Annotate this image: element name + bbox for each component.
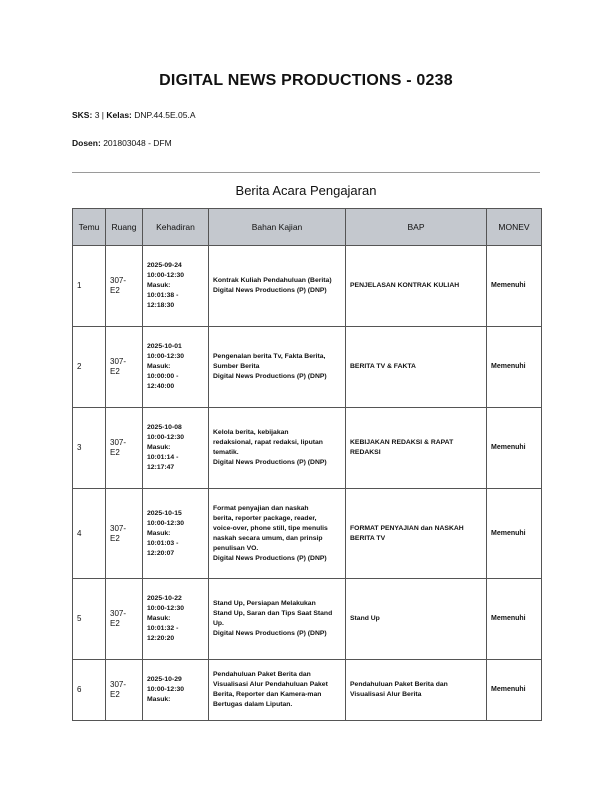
cell-temu: 4	[73, 489, 106, 579]
cell-temu: 1	[73, 246, 106, 327]
cell-bahan-kajian-line: Bertugas dalam Liputan.	[213, 701, 293, 708]
cell-ruang	[106, 579, 143, 660]
cell-kehadiran-line: 2025-10-15	[147, 509, 182, 517]
cell-bap	[346, 579, 487, 660]
cell-bap	[346, 327, 487, 408]
cell-bahan-kajian-line: Kontrak Kuliah Pendahuluan (Berita)	[213, 277, 332, 284]
cell-kehadiran-line: 10:00-12:30	[147, 519, 185, 527]
cell-monev: Memenuhi	[487, 489, 542, 579]
cell-monev: Memenuhi	[487, 660, 542, 721]
cell-kehadiran-line: Masuk:	[147, 615, 171, 622]
course-meta	[72, 110, 196, 120]
cell-bahan-kajian-line: penulisan VO.	[213, 544, 259, 552]
sks-value: 3 |	[94, 110, 107, 120]
cell-kehadiran-line: 2025-09-24	[147, 262, 182, 269]
divider	[72, 172, 540, 173]
col-header-kehadiran: Kehadiran	[143, 209, 209, 246]
cell-kehadiran-line: 10:00-12:30	[147, 605, 185, 612]
cell-bahan-kajian-line: redaksional, rapat redaksi, liputan	[213, 439, 323, 446]
table-row	[73, 408, 542, 489]
table-row	[73, 579, 542, 660]
cell-kehadiran-line: 2025-10-22	[147, 595, 182, 602]
cell-bap-line: Stand Up	[350, 615, 380, 622]
cell-bap	[346, 660, 487, 721]
cell-bahan-kajian	[209, 327, 346, 408]
cell-bahan-kajian-line: Pengenalan berita Tv, Fakta Berita,	[213, 353, 326, 360]
col-header-bahan-kajian: Bahan Kajian	[209, 209, 346, 246]
cell-kehadiran-line: 2025-10-08	[147, 424, 182, 431]
col-header-bap: BAP	[346, 209, 487, 246]
cell-kehadiran-line: 10:00-12:30	[147, 434, 185, 441]
cell-ruang-line: E2	[110, 533, 120, 543]
section-title: Berita Acara Pengajaran	[235, 183, 377, 198]
cell-kehadiran-line: Masuk:	[147, 529, 171, 537]
kelas-value: DNP.44.5E.05.A	[134, 110, 196, 120]
cell-kehadiran-line: 12:40:00	[147, 383, 175, 390]
cell-bahan-kajian	[209, 660, 346, 721]
cell-bap	[346, 246, 487, 327]
cell-bahan-kajian-line: Visualisasi Alur Pendahuluan Paket	[213, 681, 328, 688]
cell-ruang	[106, 408, 143, 489]
cell-bahan-kajian-line: berita, reporter package, reader,	[213, 514, 317, 522]
cell-kehadiran-line: 12:20:07	[147, 549, 175, 557]
cell-bahan-kajian-line: Format penyajian dan naskah	[213, 504, 309, 512]
cell-bahan-kajian-line: Sumber Berita	[213, 363, 260, 370]
cell-kehadiran-line: 2025-10-01	[147, 343, 182, 350]
table-row	[73, 660, 542, 721]
cell-kehadiran-line: Masuk:	[147, 696, 171, 703]
cell-bahan-kajian	[209, 579, 346, 660]
cell-kehadiran-line: 10:01:38 -	[147, 292, 179, 299]
cell-temu: 5	[73, 579, 106, 660]
cell-ruang	[106, 246, 143, 327]
dosen-value: 201803048 - DFM	[103, 138, 172, 148]
cell-bahan-kajian-line: Digital News Productions (P) (DNP)	[213, 373, 327, 380]
table-header-row	[73, 209, 542, 246]
cell-monev: Memenuhi	[487, 579, 542, 660]
cell-kehadiran	[143, 660, 209, 721]
cell-kehadiran	[143, 489, 209, 579]
cell-kehadiran-line: 10:01:32 -	[147, 625, 179, 632]
lecturer-info	[72, 138, 172, 148]
cell-bahan-kajian-line: Digital News Productions (P) (DNP)	[213, 459, 327, 466]
cell-bap	[346, 489, 487, 579]
cell-ruang-line: E2	[110, 690, 120, 699]
cell-kehadiran-line: 10:00-12:30	[147, 272, 185, 279]
cell-bap-line: Pendahuluan Paket Berita dan	[350, 681, 448, 688]
cell-bap-line: PENJELASAN KONTRAK KULIAH	[350, 282, 460, 289]
cell-bahan-kajian-line: Pendahuluan Paket Berita dan	[213, 671, 311, 678]
kelas-label: Kelas:	[106, 110, 132, 120]
cell-kehadiran-line: 10:00:00 -	[147, 373, 179, 380]
cell-ruang	[106, 489, 143, 579]
cell-kehadiran-line: Masuk:	[147, 444, 171, 451]
cell-bahan-kajian-line: Digital News Productions (P) (DNP)	[213, 287, 327, 294]
cell-monev: Memenuhi	[487, 408, 542, 489]
cell-kehadiran-line: 12:20:20	[147, 635, 175, 642]
cell-ruang-line: E2	[110, 619, 120, 628]
table-row	[73, 327, 542, 408]
cell-bahan-kajian	[209, 246, 346, 327]
cell-temu: 2	[73, 327, 106, 408]
cell-kehadiran-line: 12:18:30	[147, 302, 175, 309]
cell-temu: 6	[73, 660, 106, 721]
cell-monev: Memenuhi	[487, 246, 542, 327]
cell-ruang-line: E2	[110, 448, 120, 457]
col-header-temu: Temu	[73, 209, 106, 246]
cell-kehadiran	[143, 408, 209, 489]
cell-bap-line: BERITA TV & FAKTA	[350, 363, 416, 370]
sks-label: SKS:	[72, 110, 93, 120]
cell-ruang-line: 307-	[110, 438, 127, 447]
cell-bahan-kajian-line: Digital News Productions (P) (DNP)	[213, 554, 327, 562]
cell-kehadiran-line: 10:00-12:30	[147, 686, 185, 693]
cell-bahan-kajian	[209, 489, 346, 579]
cell-kehadiran-line: Masuk:	[147, 363, 171, 370]
col-header-ruang: Ruang	[106, 209, 143, 246]
cell-kehadiran	[143, 327, 209, 408]
table-row	[73, 489, 542, 579]
cell-kehadiran-line: 10:00-12:30	[147, 353, 185, 360]
col-header-monev: MONEV	[487, 209, 542, 246]
cell-kehadiran-line: 10:01:03 -	[147, 539, 179, 547]
cell-bahan-kajian-line: Up.	[213, 620, 224, 627]
cell-kehadiran-line: 12:17:47	[147, 464, 175, 471]
cell-ruang-line: 307-	[110, 680, 127, 689]
cell-monev: Memenuhi	[487, 327, 542, 408]
cell-bahan-kajian-line: Stand Up, Saran dan Tips Saat Stand	[213, 610, 333, 617]
cell-bahan-kajian-line: Kelola berita, kebijakan	[213, 429, 289, 436]
bap-table	[72, 208, 542, 721]
cell-ruang-line: 307-	[110, 357, 127, 366]
cell-bahan-kajian-line: naskah secara umum, dan prinsip	[213, 534, 323, 542]
cell-kehadiran	[143, 246, 209, 327]
cell-ruang	[106, 327, 143, 408]
cell-ruang-line: 307-	[110, 609, 127, 618]
cell-ruang-line: 307-	[110, 523, 127, 533]
cell-ruang-line: 307-	[110, 276, 127, 285]
cell-bahan-kajian-line: tematik.	[213, 449, 239, 456]
cell-bahan-kajian	[209, 408, 346, 489]
cell-ruang	[106, 660, 143, 721]
cell-bahan-kajian-line: Stand Up, Persiapan Melakukan	[213, 600, 316, 607]
cell-bahan-kajian-line: Digital News Productions (P) (DNP)	[213, 630, 327, 637]
table-row	[73, 246, 542, 327]
cell-bap-line: BERITA TV	[350, 534, 386, 542]
cell-kehadiran-line: Masuk:	[147, 282, 171, 289]
cell-bahan-kajian-line: Berita, Reporter dan Kamera-man	[213, 691, 322, 698]
cell-kehadiran-line: 10:01:14 -	[147, 454, 179, 461]
cell-bap-line: KEBIJAKAN REDAKSI & RAPAT REDAKSI	[350, 439, 454, 456]
cell-bap	[346, 408, 487, 489]
cell-temu: 3	[73, 408, 106, 489]
cell-ruang-line: E2	[110, 367, 120, 376]
cell-kehadiran	[143, 579, 209, 660]
cell-bahan-kajian-line: voice-over, phone still, tipe menulis	[213, 524, 328, 532]
dosen-label: Dosen:	[72, 138, 101, 148]
cell-bap-line: Visualisasi Alur Berita	[350, 691, 422, 698]
cell-kehadiran-line: 2025-10-29	[147, 676, 182, 683]
cell-bap-line: FORMAT PENYAJIAN dan NASKAH	[350, 524, 464, 532]
course-title: DIGITAL NEWS PRODUCTIONS - 0238	[159, 72, 453, 89]
cell-ruang-line: E2	[110, 286, 120, 295]
